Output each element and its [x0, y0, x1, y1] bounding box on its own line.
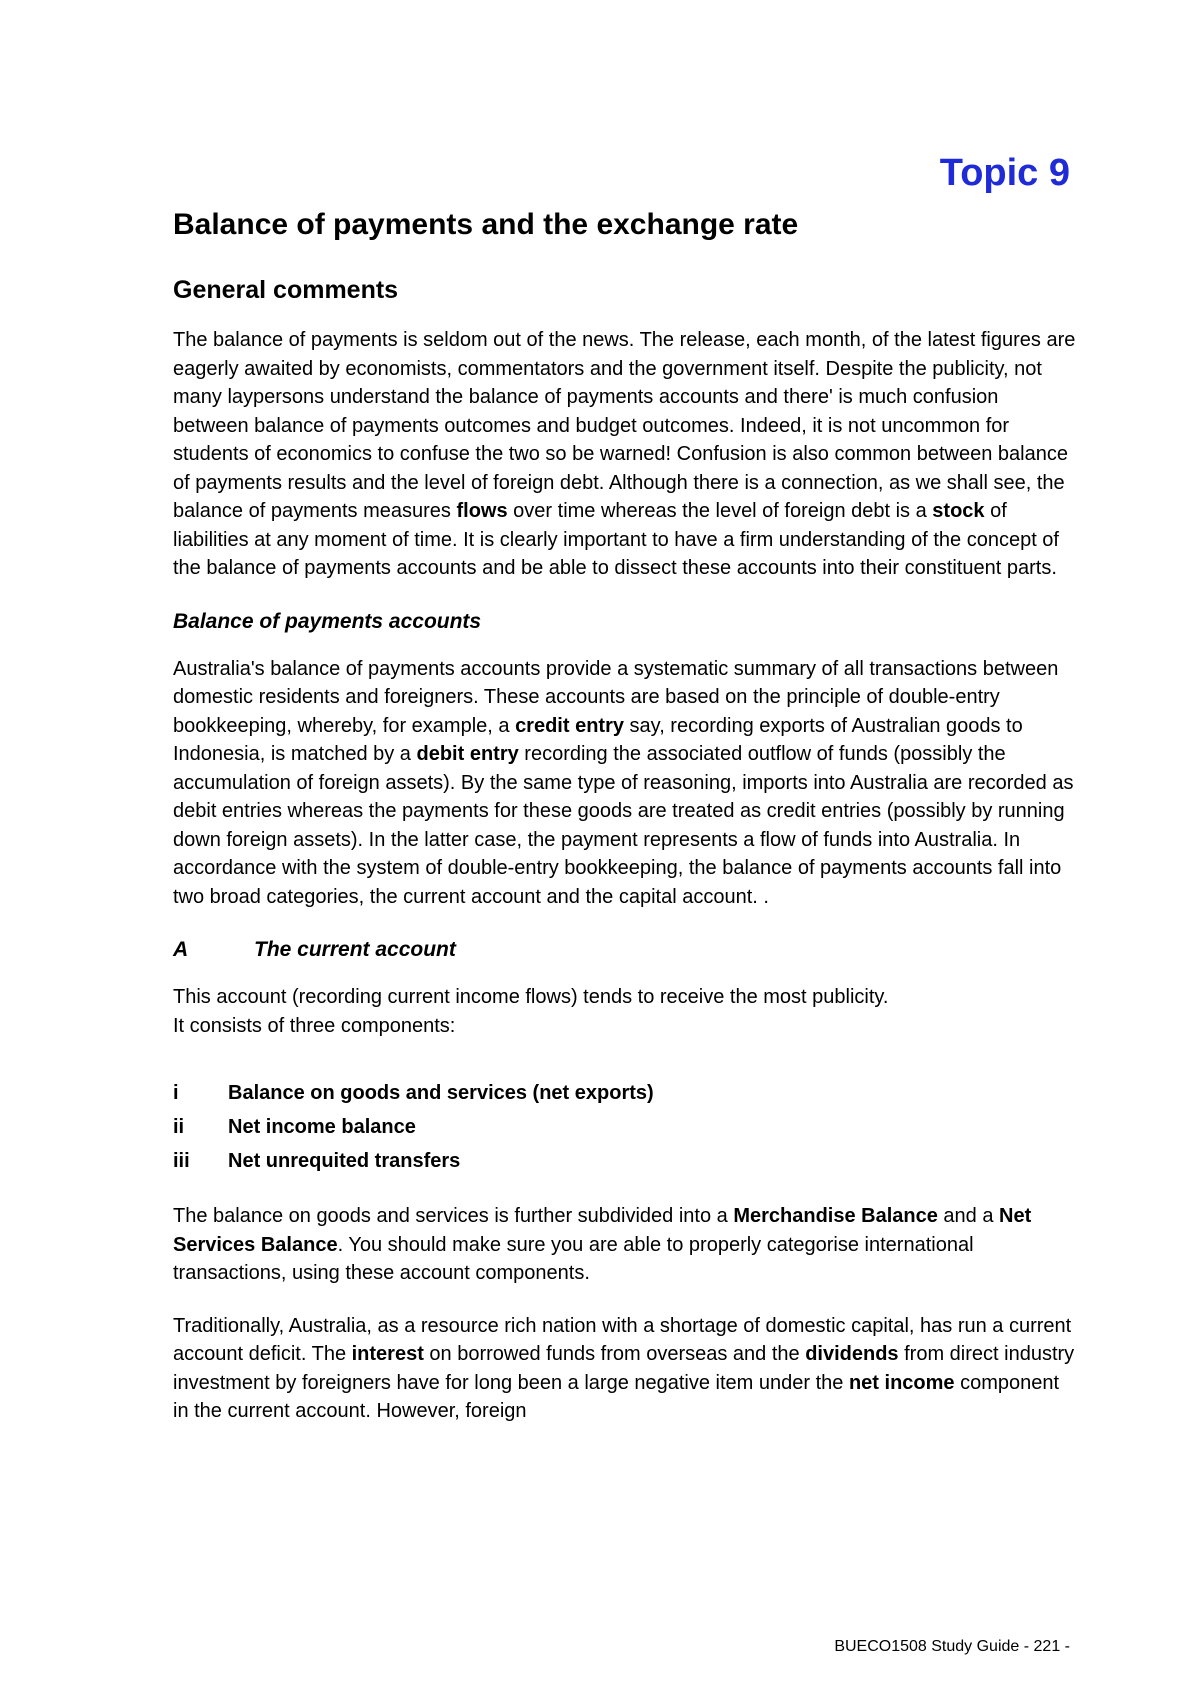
- section-letter: A: [173, 938, 189, 961]
- document-body: [173, 204, 1078, 1450]
- bold-term-credit-entry: credit entry: [515, 714, 624, 737]
- page-footer: BUECO1508 Study Guide - 221 -: [834, 1638, 1070, 1655]
- list-item: [173, 1110, 1078, 1144]
- text-run: and a: [937, 1205, 1000, 1227]
- bop-accounts-heading: Balance of payments accounts: [173, 609, 482, 633]
- list-number: i: [173, 1082, 179, 1104]
- intro-line-1: This account (recording current income flows) tends to receive the most publicity.: [173, 986, 889, 1008]
- text-run: component in the current account. However, foreign: [173, 1371, 1060, 1422]
- goods-services-paragraph: [173, 1202, 1078, 1288]
- text-run: say, recording exports of Australian goods to Indonesia, is matched by a: [173, 714, 1023, 765]
- bold-term-net-income: net income: [848, 1371, 955, 1394]
- general-comments-paragraph: [173, 326, 1078, 583]
- list-item: [173, 1076, 1078, 1110]
- list-label: Net income balance: [228, 1116, 416, 1138]
- text-run: The balance of payments is seldom out of the news. The release, each month, of the latest figures are eagerly awaited by economists, commentators and the government itself. Despite the publicity, not many laypersons understand the balance of payments accounts and there' is much confusion between balance of payments outcomes and budget outcomes. Indeed, it is not uncommon for students of economics to confuse the two so be warned! Confusion is also common between balance of payments results and the level of foreign debt. Although there is a connection, as we shall see, the balance of payments measures: [173, 329, 1076, 522]
- bold-term-net-services-balance: Net Services Balance: [173, 1205, 1032, 1256]
- text-run: recording the associated outflow of funds (possibly the accumulation of foreign assets). By the same type of reasoning, imports into Australia are recorded as debit entries whereas the payments for these goods are treated as credit entries (possibly by running down foreign assets). In the latter case, the payment represents a flow of funds into Australia. In accordance with the system of double-entry bookkeeping, the balance of payments accounts fall into two broad categories, the current account and the capital account. .: [173, 743, 1074, 908]
- general-comments-heading: General comments: [173, 276, 399, 304]
- components-list: [173, 1064, 1078, 1178]
- current-account-deficit-paragraph: [173, 1312, 1078, 1426]
- text-run: Australia's balance of payments accounts provide a systematic summary of all transactions between domestic residents and foreigners. These accounts are based on the principle of double-entry bookkeeping, whereby, for example, a: [173, 657, 1059, 737]
- text-run: on borrowed funds from overseas and the: [423, 1343, 806, 1365]
- text-run: Traditionally, Australia, as a resource rich nation with a shortage of domestic capital, has run a current account deficit. The: [173, 1314, 1072, 1365]
- bold-term-merchandise-balance: Merchandise Balance: [733, 1205, 938, 1227]
- current-account-heading: [173, 935, 1078, 965]
- list-label: Balance on goods and services (net exports): [228, 1082, 654, 1104]
- current-account-intro: [173, 983, 1078, 1040]
- list-number: iii: [173, 1150, 190, 1172]
- bold-term-flows: flows: [456, 500, 508, 522]
- text-run: of liabilities at any moment of time. It is clearly important to have a firm understanding of the concept of the balance of payments accounts and be able to dissect these accounts into their constituent parts.: [173, 500, 1059, 579]
- bold-term-debit-entry: debit entry: [416, 743, 519, 765]
- bold-term-dividends: dividends: [805, 1343, 899, 1365]
- text-run: over time whereas the level of foreign debt is a: [507, 500, 933, 522]
- document-title: Balance of payments and the exchange rate: [173, 208, 799, 241]
- text-run: The balance on goods and services is further subdivided into a: [173, 1205, 734, 1227]
- topic-number: Topic 9: [939, 152, 1070, 194]
- bold-term-interest: interest: [351, 1343, 424, 1365]
- intro-line-2: It consists of three components:: [173, 1014, 456, 1037]
- section-heading-text: The current account: [254, 938, 456, 961]
- list-label: Net unrequited transfers: [228, 1150, 461, 1172]
- list-item: [173, 1144, 1078, 1178]
- text-run: . You should make sure you are able to properly categorise international transactions, using these account components.: [173, 1233, 974, 1284]
- bold-term-stock: stock: [932, 500, 985, 522]
- bop-accounts-paragraph: [173, 655, 1078, 912]
- list-number: ii: [173, 1116, 185, 1138]
- text-run: from direct industry investment by foreigners have for long been a large negative item under the: [173, 1343, 1075, 1394]
